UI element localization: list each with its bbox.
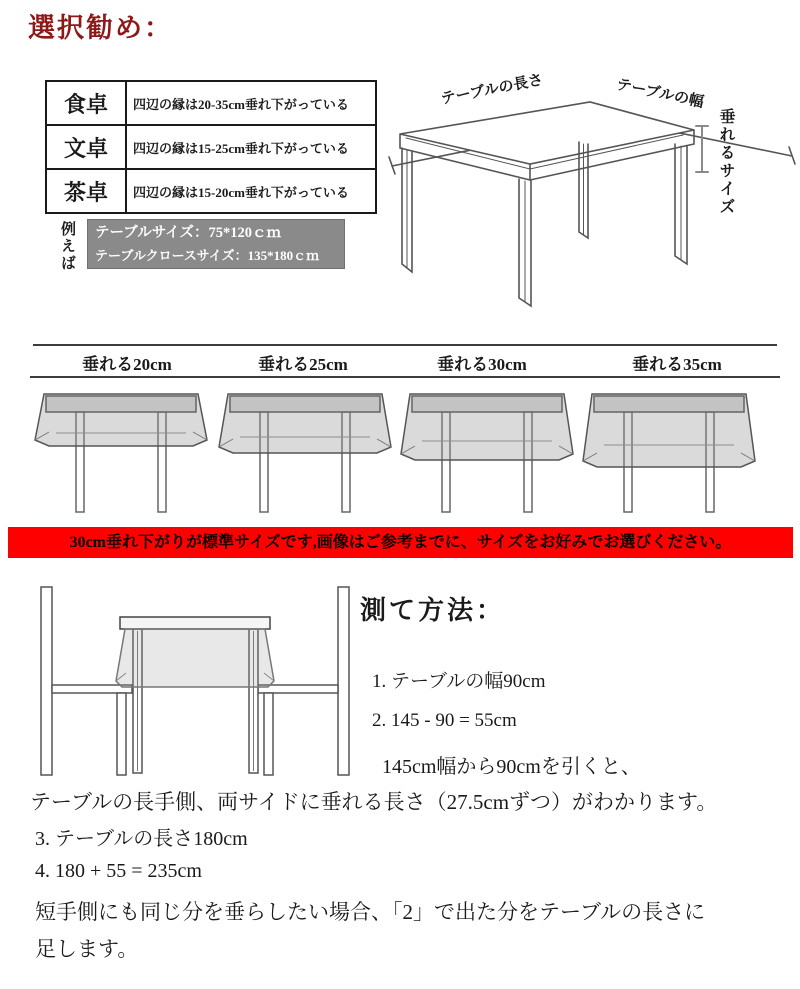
example-size-box	[87, 219, 345, 269]
divider-line-top	[33, 344, 777, 346]
table-type-cell: 文卓	[46, 125, 126, 169]
measure-explanation-line: テーブルの長手側、両サイドに垂れる長さ（27.5cmずつ）がわかります。	[30, 790, 718, 814]
example-table-size: テーブルサイズ：75*120ｃｍ	[95, 225, 282, 241]
drape-size-label: 垂れるサイズ	[717, 108, 734, 216]
table-row	[46, 169, 376, 213]
example-cloth-size: テーブルクロースサイズ：135*180ｃｍ	[95, 248, 320, 263]
measure-step-1: 1. テーブルの幅90cm	[372, 671, 546, 692]
measure-step-2: 2. 145 - 90 = 55cm	[372, 710, 517, 731]
table-desc-cell: 四辺の縁は20-35cm垂れ下がっている	[126, 81, 376, 125]
divider-line-bottom	[30, 376, 780, 378]
measure-step-4: 4. 180 + 55 = 235cm	[35, 860, 202, 882]
table-row	[46, 125, 376, 169]
drape-option-label-35cm: 垂れる35cm	[632, 355, 722, 374]
page-title: 選択勧め：	[28, 13, 173, 43]
table-dimension-diagram	[378, 52, 800, 346]
table-type-cell: 茶卓	[46, 169, 126, 213]
width-dimension-label: テーブルの幅	[614, 76, 706, 112]
table-type-cell: 食卓	[46, 81, 126, 125]
table-desc-cell: 四辺の縁は15-20cm垂れ下がっている	[126, 169, 376, 213]
drape-option-label-25cm: 垂れる25cm	[258, 355, 348, 374]
measure-step-2-note: 145cm幅から90cmを引くと、	[382, 756, 641, 778]
example-vertical-label: 例えば	[59, 221, 75, 272]
drape-option-label-30cm: 垂れる30cm	[437, 355, 527, 374]
draped-table-figure-35cm	[578, 388, 760, 528]
draped-table-figure-25cm	[214, 388, 396, 528]
draped-table-figure-30cm	[396, 388, 578, 528]
table-row	[46, 81, 376, 125]
recommend-table	[45, 80, 377, 214]
measure-note-line-1: 短手側にも同じ分を垂らしたい場合、「2」で出た分をテーブルの長さに	[35, 900, 706, 924]
measure-step-3: 3. テーブルの長さ180cm	[35, 828, 248, 850]
drape-option-label-20cm: 垂れる20cm	[82, 355, 172, 374]
draped-table-figure-20cm	[30, 388, 212, 528]
standard-size-banner: 30cm垂れ下がりが標準サイズです,画像はご参考までに、サイズをお好みでお選びください。	[8, 527, 793, 558]
measure-method-heading: 測て方法：	[360, 596, 506, 625]
measure-note-line-2: 足します。	[35, 937, 139, 961]
table-with-chairs-drawing	[25, 583, 365, 795]
length-dimension-label: テーブルの長さ	[439, 72, 545, 108]
table-desc-cell: 四辺の縁は15-25cm垂れ下がっている	[126, 125, 376, 169]
